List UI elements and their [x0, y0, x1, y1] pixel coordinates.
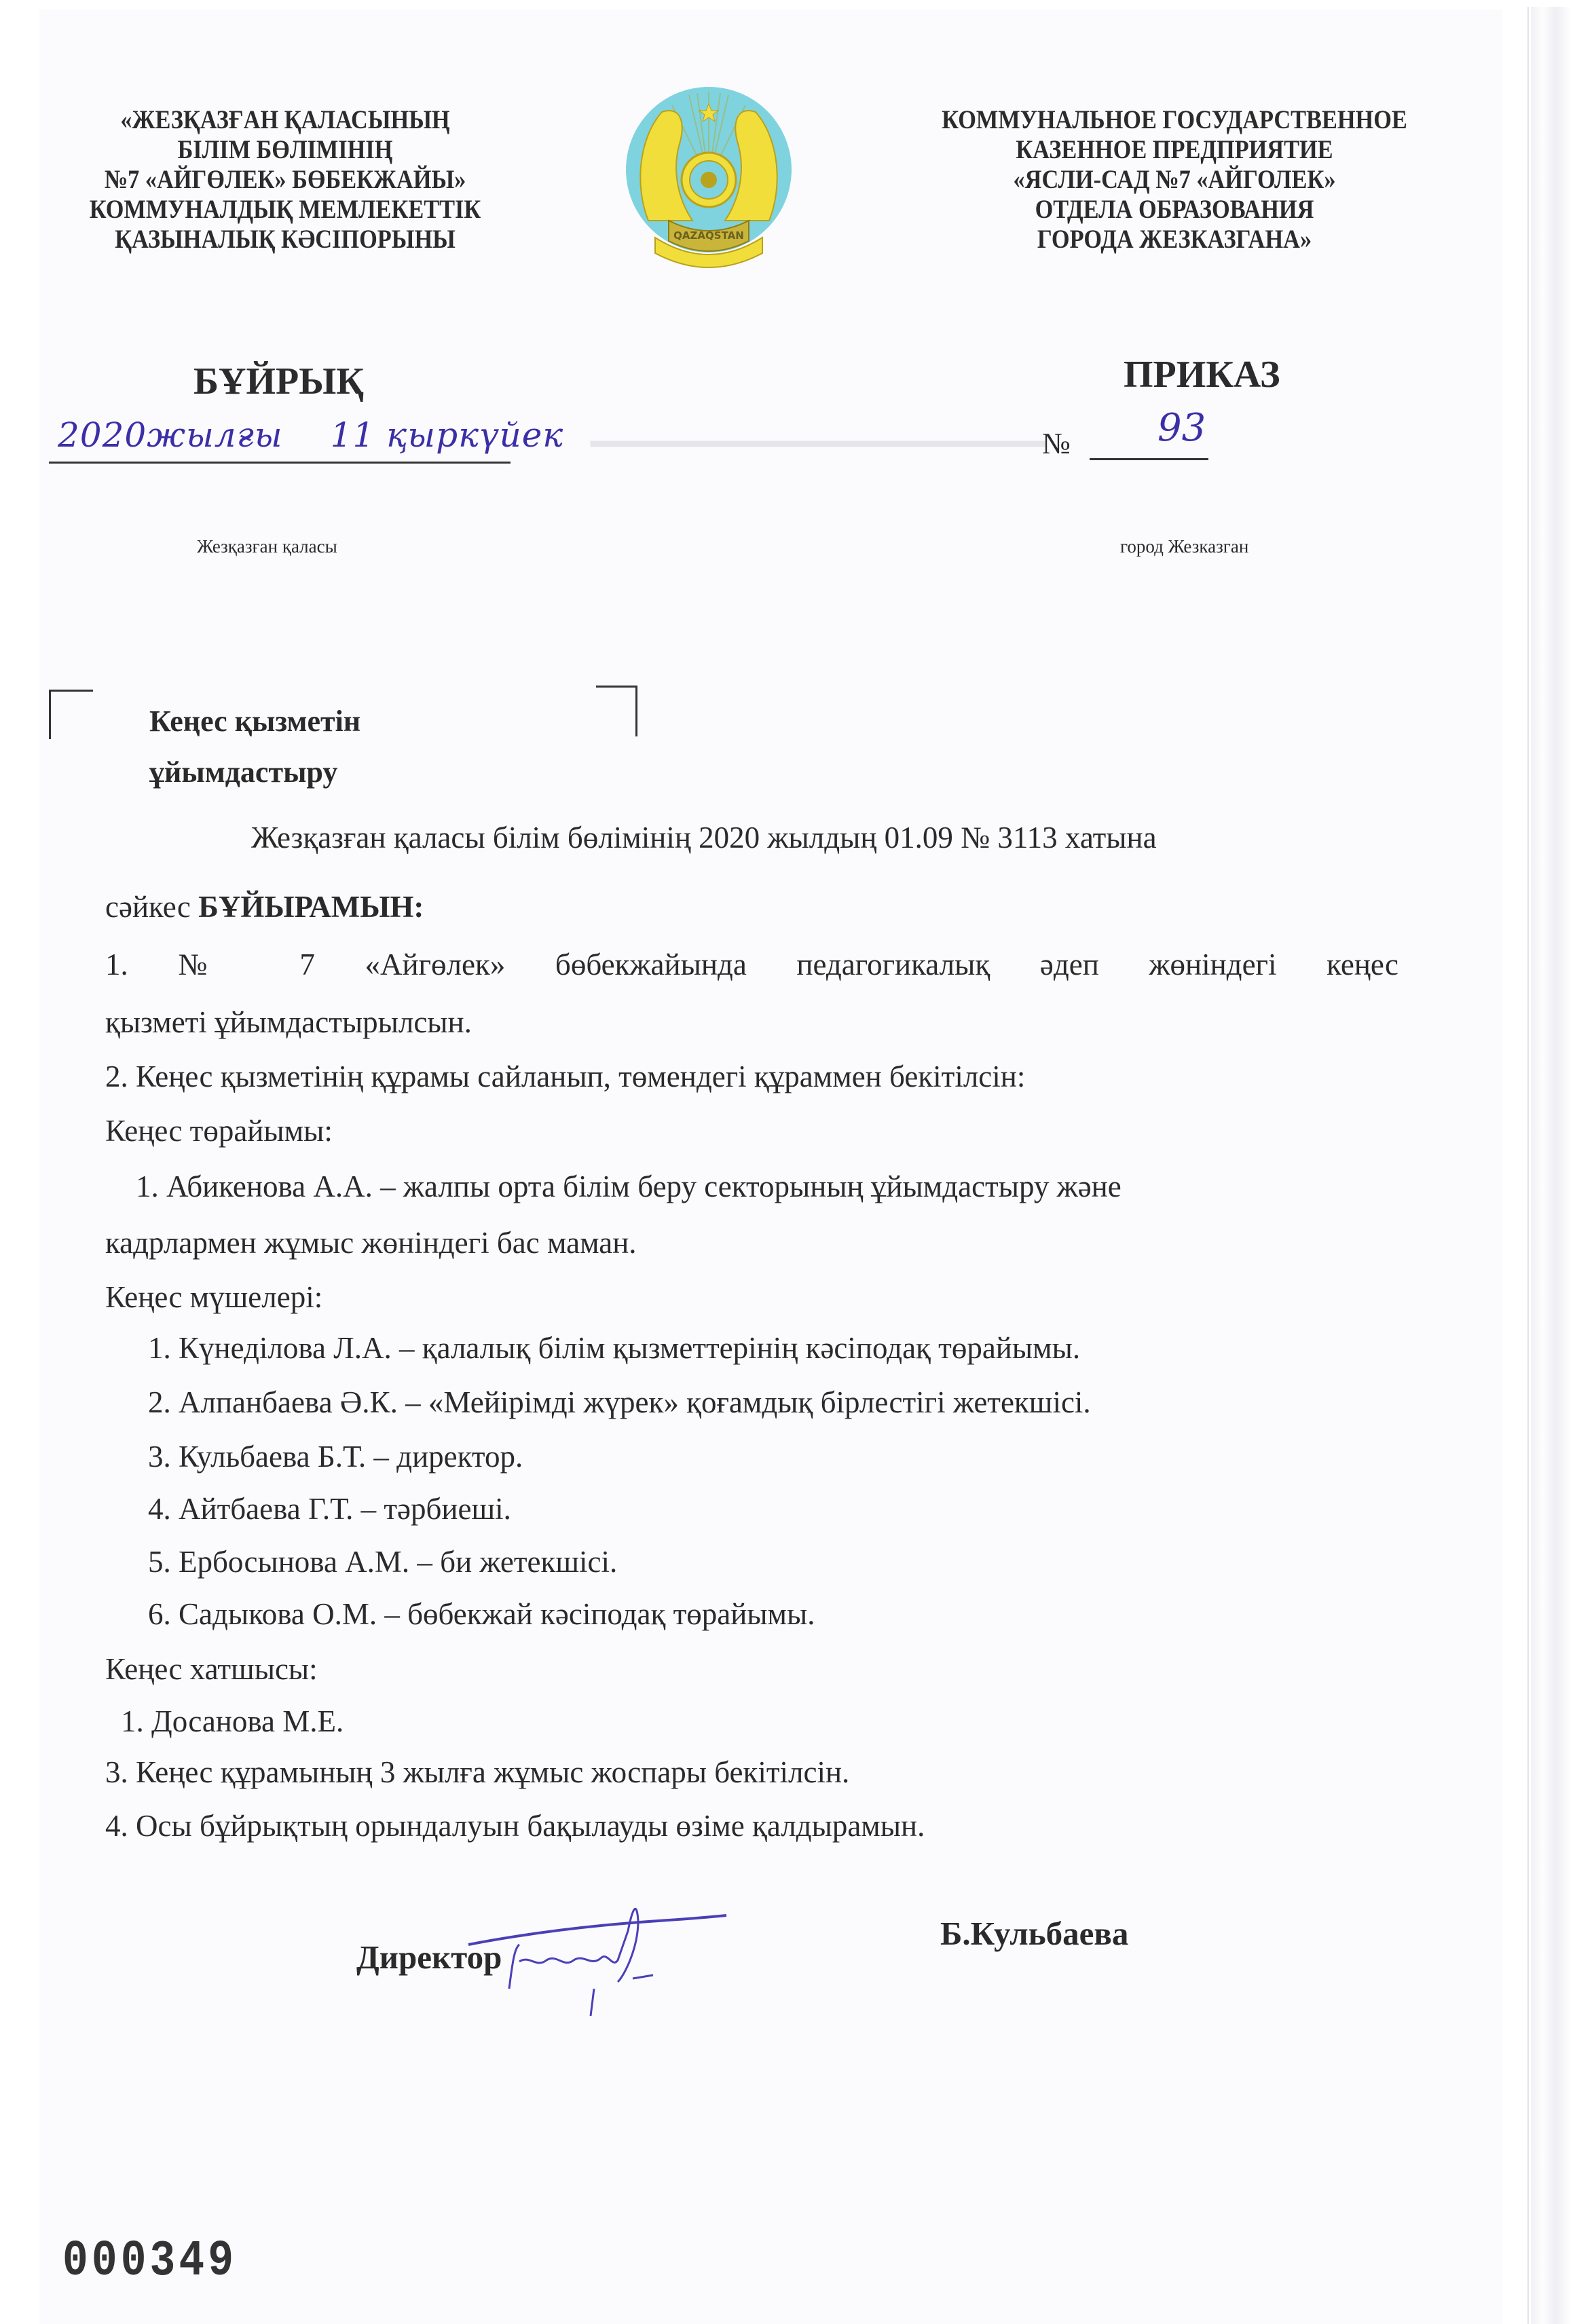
serial-number: 000349 [62, 2233, 238, 2290]
city-ru: город Жезказган [1120, 536, 1249, 557]
body-intro: Жезқазған қаласы білім бөлімінің 2020 жылдың 01.09 № 3113 хатына [251, 821, 1157, 855]
secretary-heading: Кеңес хатшысы: [105, 1652, 318, 1686]
subject-line: ұйымдастыру [149, 755, 338, 789]
member-item: 3. Кульбаева Б.Т. – директор. [148, 1440, 523, 1474]
member-item: 6. Садыкова О.М. – бөбекжай кәсіподақ төрайымы. [148, 1597, 815, 1631]
body-command: БҰЙЫРАМЫН: [198, 890, 424, 924]
order-number-underline [1090, 458, 1208, 460]
handwritten-date-day: 11 қыркүйек [330, 415, 564, 455]
chair-line1: 1. Абикенова А.А. – жалпы орта білім беру секторының ұйымдастыру және [136, 1169, 1122, 1203]
header-kz-line: КОММУНАЛДЫҚ МЕМЛЕКЕТТІК [89, 195, 481, 224]
member-item: 2. Алпанбаева Ә.К. – «Мейірімді жүрек» қоғамдық бірлестігі жетекшісі. [148, 1385, 1091, 1419]
body-p1-line1: 1. № 7 «Айгөлек» бөбекжайында педагогикалық әдеп жөніндегі кеңес [105, 948, 1398, 981]
header-kz-line: ҚАЗЫНАЛЫҚ КӘСІПОРЫНЫ [115, 225, 456, 254]
header-kz-line: №7 «АЙГӨЛЕК» БӨБЕКЖАЙЫ» [104, 165, 466, 194]
header-ru-line: ГОРОДА ЖЕЗКАЗГАНА» [1037, 225, 1312, 254]
header-ru-line: «ЯСЛИ-САД №7 «АЙГОЛЕК» [1013, 165, 1336, 194]
body-p4: 4. Осы бұйрықтың орындалуын бақылауды өзіме қалдырамын. [105, 1809, 925, 1843]
header-ru-line: КОММУНАЛЬНОЕ ГОСУДАРСТВЕННОЕ [942, 105, 1407, 134]
header-kz-line: «ЖЕЗҚАЗҒАН ҚАЛАСЫНЫҢ [120, 105, 450, 134]
header-ru-line: ОТДЕЛА ОБРАЗОВАНИЯ [1035, 195, 1314, 224]
header-ru [883, 105, 1466, 255]
bleed-through-texture: ▁▁▁▁▁▁▁▁▁▁▁▁▁▁▁ [591, 402, 1045, 446]
body-p1-line2: қызметі ұйымдастырылсын. [105, 1005, 472, 1039]
body-p2: 2. Кеңес қызметінің құрамы сайланып, төмендегі құраммен бекітілсін: [105, 1060, 1026, 1093]
page-edge-strip [1531, 7, 1572, 2324]
handwritten-signature-icon [455, 1880, 781, 2023]
city-kz: Жезқазған қаласы [197, 536, 337, 557]
page-edge-line [1527, 7, 1529, 2324]
order-subject [149, 696, 360, 798]
body-intro-cont: сәйкес [105, 890, 191, 924]
secretary-name: 1. Досанова М.Е. [121, 1704, 344, 1738]
member-item: 4. Айтбаева Г.Т. – тәрбиеші. [148, 1492, 511, 1526]
order-number-handwritten: 93 [1157, 406, 1206, 450]
header-ru-line: КАЗЕННОЕ ПРЕДПРИЯТИЕ [1016, 135, 1333, 164]
signer-name: Б.Кульбаева [940, 1915, 1129, 1952]
subject-line: Кеңес қызметін [149, 705, 361, 738]
emblem-label: QAZAQSTAN [673, 229, 744, 242]
subject-bracket-right [596, 686, 637, 736]
member-item: 5. Ербосынова А.М. – би жетекшісі. [148, 1545, 618, 1579]
title-ru: ПРИКАЗ [1124, 354, 1280, 396]
handwritten-date [58, 415, 611, 455]
date-underline [49, 462, 511, 464]
member-item: 1. Күнеділова Л.А. – қалалық білім қызметтерінің кәсіподақ төрайымы. [148, 1331, 1081, 1365]
members-heading: Кеңес мүшелері: [105, 1280, 323, 1314]
handwritten-date-year: 2020жылғы [58, 415, 283, 455]
chair-line2: кадрлармен жұмыс жөніндегі бас маман. [105, 1226, 637, 1260]
header-kz [41, 105, 530, 255]
kazakhstan-emblem-icon [621, 78, 796, 276]
title-kz: БҰЙРЫҚ [193, 360, 364, 402]
signer-position: Директор [356, 1938, 502, 1976]
body-p3: 3. Кеңес құрамының 3 жылға жұмыс жоспары бекітілсін. [105, 1755, 850, 1789]
body-command-line [105, 889, 1415, 924]
subject-bracket-left [49, 690, 93, 739]
order-number-label: № [1042, 427, 1071, 460]
chair-heading: Кеңес төрайымы: [105, 1114, 333, 1148]
header-kz-line: БІЛІМ БӨЛІМІНІҢ [177, 135, 393, 164]
